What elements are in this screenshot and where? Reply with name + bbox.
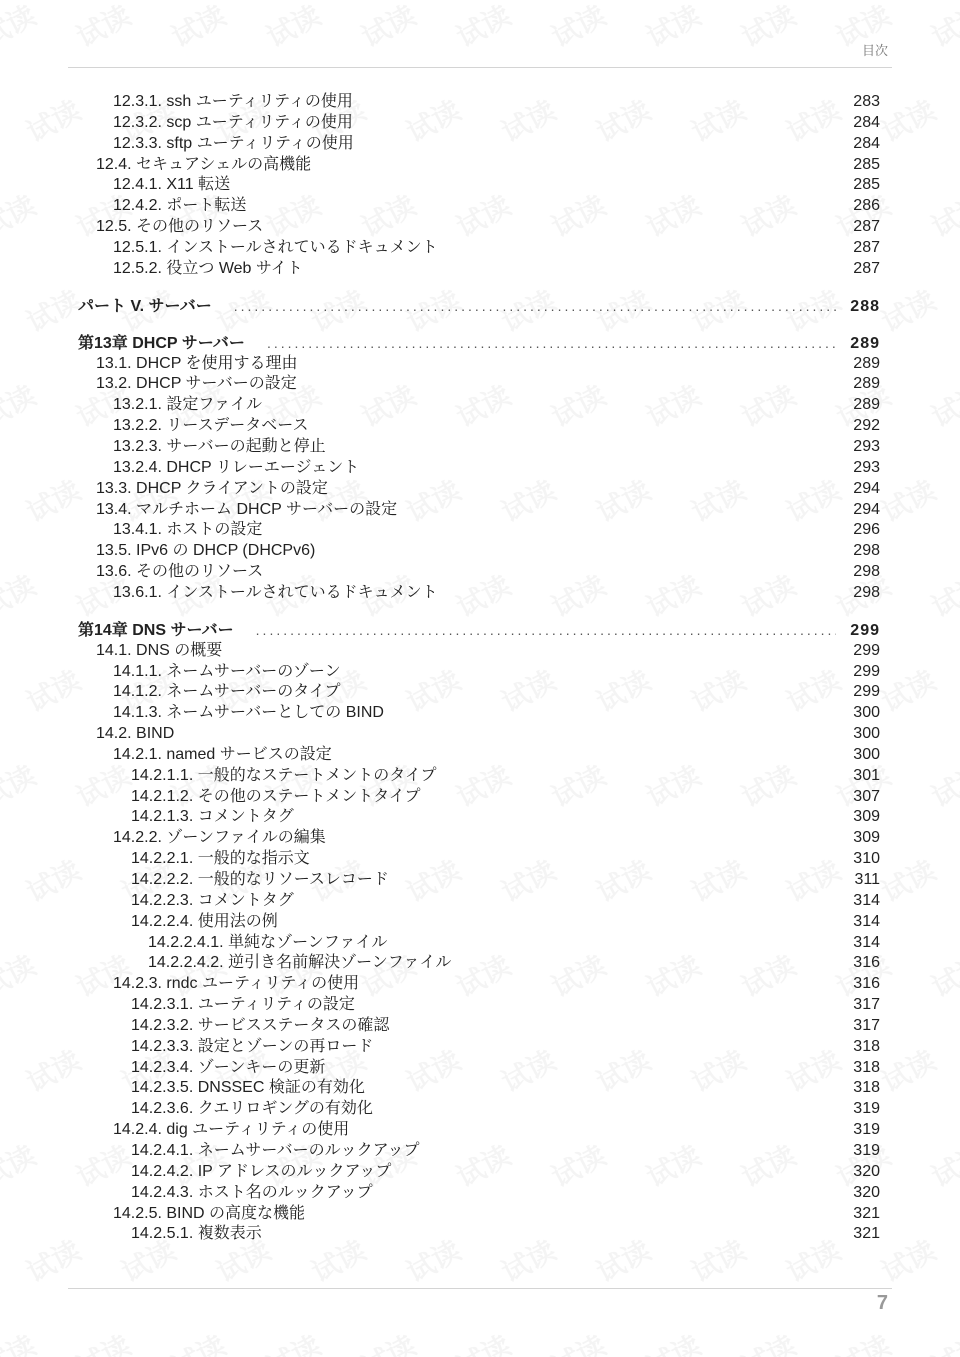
toc-entry-title: 第14章 DNS サーバー [78, 621, 234, 639]
toc-entry-title: 14.2.5. BIND の高度な機能 [113, 1204, 306, 1222]
toc-entry-page: 294 [853, 500, 880, 518]
toc-entry[interactable] [78, 92, 880, 113]
toc-entry-title: 14.2.1. named サービスの設定 [113, 745, 332, 763]
toc-chapter[interactable] [78, 620, 880, 641]
watermark-text [924, 374, 960, 436]
toc-entry-page: 284 [853, 113, 880, 131]
toc-entry[interactable] [78, 1141, 880, 1162]
toc-entry-title: パート V. サーバー [78, 297, 212, 315]
watermark-text [0, 564, 42, 626]
toc-entry-title: 14.2.2.4. 使用法の例 [131, 912, 278, 930]
toc-entry-title: 14.2.3.4. ゾーンキーの更新 [131, 1058, 326, 1076]
watermark-text [19, 89, 87, 151]
watermark-text [19, 279, 87, 341]
toc-entry-title: 13.6. その他のリソース [96, 563, 264, 581]
toc-entry[interactable] [78, 155, 880, 176]
toc-entry-page: 298 [853, 583, 880, 601]
toc-entry-title: 14.2.5.1. 複数表示 [131, 1225, 262, 1243]
watermark-text [259, 0, 327, 56]
toc-entry-page: 296 [853, 521, 880, 539]
toc-entry-page: 316 [853, 975, 880, 993]
watermark-text [544, 0, 612, 56]
toc-entry[interactable] [78, 807, 880, 828]
toc-entry-page: 319 [853, 1100, 880, 1118]
toc-entry[interactable] [78, 238, 880, 259]
toc-entry-page: 285 [853, 155, 880, 173]
dot-leader [267, 333, 836, 354]
toc-entry-page: 284 [853, 134, 880, 152]
watermark-text [544, 1324, 612, 1357]
watermark-text [0, 944, 42, 1006]
page-number: 7 [876, 1292, 888, 1314]
toc-entry[interactable] [78, 933, 880, 954]
watermark-text [924, 754, 960, 816]
toc-entry-title: 14.2.2.1. 一般的な指示文 [131, 850, 310, 868]
watermark-text [924, 184, 960, 246]
watermark-text [874, 89, 942, 151]
watermark-text [924, 564, 960, 626]
toc-entry[interactable] [78, 1058, 880, 1079]
watermark-text [874, 1229, 942, 1291]
toc-entry[interactable] [78, 1183, 880, 1204]
toc-entry[interactable] [78, 953, 880, 974]
toc-entry-title: 14.2.3.2. サービスステータスの確認 [131, 1016, 390, 1034]
toc-entry-title: 13.2.1. 設定ファイル [113, 396, 263, 414]
toc-entry[interactable] [78, 1078, 880, 1099]
toc-entry-page: 321 [853, 1225, 880, 1243]
toc-entry[interactable] [78, 113, 880, 134]
toc-entry-page: 286 [853, 197, 880, 215]
toc-entry-page: 318 [853, 1058, 880, 1076]
watermark-text [874, 469, 942, 531]
toc-entry[interactable] [78, 1037, 880, 1058]
toc-entry[interactable] [78, 682, 880, 703]
toc-entry[interactable] [78, 479, 880, 500]
watermark-text [874, 1039, 942, 1101]
toc-entry-title: 14.2.2.4.1. 単純なゾーンファイル [148, 933, 388, 951]
watermark-text [0, 1134, 42, 1196]
toc-entry-page: 321 [853, 1204, 880, 1222]
toc-entry-title: 14.2.3.3. 設定とゾーンの再ロード [131, 1037, 374, 1055]
toc-entry-page: 314 [853, 933, 880, 951]
toc-entry[interactable] [78, 1120, 880, 1141]
toc-entry-title: 14.2.4.1. ネームサーバーのルックアップ [131, 1141, 420, 1159]
watermark-text [829, 1324, 897, 1357]
toc-entry-title: 14.2.1.2. その他のステートメントタイプ [131, 787, 421, 805]
toc-entry[interactable] [78, 416, 880, 437]
toc-entry[interactable] [78, 520, 880, 541]
toc-entry-title: 13.2.4. DHCP リレーエージェント [113, 458, 360, 476]
dot-leader [234, 296, 837, 317]
toc-entry[interactable] [78, 662, 880, 683]
toc-entry-title: 14.2.2.2. 一般的なリソースレコード [131, 871, 389, 888]
toc-entry-title: 12.5. その他のリソース [96, 218, 264, 236]
watermark-text [19, 1039, 87, 1101]
toc-entry-page: 287 [853, 238, 880, 256]
toc-entry-title: 13.2. DHCP サーバーの設定 [96, 375, 297, 393]
toc-entry-page: 287 [853, 218, 880, 236]
toc-entry-page: 299 [853, 641, 880, 659]
watermark-text [0, 374, 42, 436]
toc-entry-page: 299 [853, 662, 880, 680]
watermark-text [924, 1324, 960, 1357]
watermark-text [639, 0, 707, 56]
watermark-text [164, 0, 232, 56]
toc-entry[interactable] [78, 500, 880, 521]
watermark-text [354, 0, 422, 56]
toc-entry-title: 14.2.3.1. ユーティリティの設定 [131, 996, 355, 1014]
toc-entry[interactable] [78, 641, 880, 662]
watermark-text [449, 0, 517, 56]
toc-entry-title: 14.1.2. ネームサーバーのタイプ [113, 683, 341, 701]
toc-entry-page: 309 [853, 829, 880, 847]
toc-entry-title: 14.2.4.2. IP アドレスのルックアップ [131, 1162, 392, 1180]
toc-entry-page: 320 [853, 1162, 880, 1180]
toc-entry-title: 12.3.3. sftp ユーティリティの使用 [113, 134, 354, 152]
toc-entry-page: 289 [853, 375, 880, 393]
toc-entry[interactable] [78, 891, 880, 912]
toc-entry-page: 316 [853, 954, 880, 972]
toc-entry[interactable] [78, 828, 880, 849]
toc-entry-page: 299 [853, 683, 880, 701]
toc-entry[interactable] [78, 870, 880, 891]
toc-entry[interactable] [78, 259, 880, 280]
toc-entry-title: 13.6.1. インストールされているドキュメント [113, 583, 438, 601]
watermark-text [0, 754, 42, 816]
toc-entry-page: 320 [853, 1183, 880, 1201]
toc-entry-title: 14.2.3.6. クエリロギングの有効化 [131, 1100, 373, 1118]
toc-entry-title: 12.3.2. scp ユーティリティの使用 [113, 113, 353, 131]
toc-entry-title: 12.4.2. ポート転送 [113, 197, 247, 215]
toc-entry[interactable] [78, 1204, 880, 1225]
watermark-text [449, 1324, 517, 1357]
watermark-text [19, 469, 87, 531]
toc-entry[interactable] [78, 374, 880, 395]
watermark-text [259, 1324, 327, 1357]
toc-entry-page: 288 [850, 297, 880, 315]
footer-divider [68, 1288, 892, 1289]
toc-entry[interactable] [78, 766, 880, 787]
toc-entry-page: 294 [853, 479, 880, 497]
toc-entry-page: 319 [853, 1121, 880, 1139]
toc-entry-page: 310 [853, 850, 880, 868]
dot-leader [256, 620, 837, 641]
toc-entry[interactable] [78, 1099, 880, 1120]
toc-entry-title: 14.1.3. ネームサーバーとしての BIND [113, 704, 384, 722]
toc-entry-title: 14.1. DNS の概要 [96, 641, 223, 659]
toc-entry-title: 13.2.2. リースデータベース [113, 417, 309, 435]
toc-entry-page: 317 [853, 996, 880, 1014]
toc-entry-page: 289 [853, 354, 880, 372]
toc-entry-page: 300 [853, 725, 880, 743]
toc-entry-page: 317 [853, 1016, 880, 1034]
toc-entry[interactable] [78, 541, 880, 562]
toc-entry-title: 14.2.3. rndc ユーティリティの使用 [113, 975, 360, 993]
toc-entry[interactable] [78, 703, 880, 724]
toc-entry[interactable] [78, 1224, 880, 1245]
header-label: 目次 [861, 43, 888, 58]
toc-entry[interactable] [78, 175, 880, 196]
toc-entry-page: 318 [853, 1079, 880, 1097]
toc-entry-title: 13.3. DHCP クライアントの設定 [96, 479, 328, 497]
toc-entry-title: 14.2. BIND [96, 725, 175, 743]
toc-entry-title: 14.2.4.3. ホスト名のルックアップ [131, 1183, 373, 1201]
toc-entry-page: 289 [850, 334, 880, 352]
toc-entry-title: 14.2.3.5. DNSSEC 検証の有効化 [131, 1079, 365, 1097]
watermark-text [19, 659, 87, 721]
toc-entry-page: 307 [853, 787, 880, 805]
toc-entry-title: 13.4. マルチホーム DHCP サーバーの設定 [96, 500, 398, 518]
toc-entry-page: 311 [854, 871, 880, 888]
watermark-text [0, 1324, 42, 1357]
watermark-text [19, 849, 87, 911]
watermark-text [0, 184, 42, 246]
toc-entry[interactable] [78, 458, 880, 479]
toc-entry-title: 12.4. セキュアシェルの高機能 [96, 155, 312, 173]
toc-entry-title: 第13章 DHCP サーバー [78, 334, 245, 352]
watermark-text [19, 1229, 87, 1291]
toc-entry[interactable] [78, 787, 880, 808]
toc-entry-title: 12.5.2. 役立つ Web サイト [113, 259, 303, 277]
toc-entry-title: 14.2.1.3. コメントタグ [131, 808, 294, 826]
toc-entry-page: 298 [853, 542, 880, 560]
toc-entry-title: 12.5.1. インストールされているドキュメント [113, 238, 438, 256]
toc-chapter[interactable] [78, 333, 880, 354]
toc-entry-title: 14.2.2.3. コメントタグ [131, 891, 294, 909]
toc-entry-page: 309 [853, 808, 880, 826]
toc-entry[interactable] [78, 196, 880, 217]
watermark-text [874, 849, 942, 911]
toc-entry-title: 14.1.1. ネームサーバーのゾーン [113, 662, 341, 680]
toc-entry[interactable] [78, 995, 880, 1016]
toc-entry-page: 293 [853, 437, 880, 455]
toc-entry-title: 12.4.1. X11 転送 [113, 176, 231, 194]
toc-entry[interactable] [78, 395, 880, 416]
toc-entry-page: 300 [853, 704, 880, 722]
toc-entry-page: 318 [853, 1037, 880, 1055]
toc-entry-page: 300 [853, 745, 880, 763]
watermark-text [734, 0, 802, 56]
toc-entry-title: 14.2.2. ゾーンファイルの編集 [113, 829, 326, 847]
toc-entry[interactable] [78, 583, 880, 604]
toc-entry-title: 12.3.1. ssh ユーティリティの使用 [113, 93, 353, 110]
watermark-text [0, 0, 42, 56]
toc-entry[interactable] [78, 437, 880, 458]
toc-entry-page: 298 [853, 563, 880, 581]
toc-entry-page: 285 [853, 176, 880, 194]
toc-entry-title: 13.1. DHCP を使用する理由 [96, 354, 298, 372]
toc-entry-page: 319 [853, 1141, 880, 1159]
toc-entry[interactable] [78, 217, 880, 238]
toc-entry-page: 289 [853, 396, 880, 414]
toc-entry-title: 14.2.1.1. 一般的なステートメントのタイプ [131, 766, 437, 784]
toc-entry[interactable] [78, 974, 880, 995]
watermark-text [734, 1324, 802, 1357]
watermark-text [639, 1324, 707, 1357]
toc-entry[interactable] [78, 1162, 880, 1183]
toc-entry[interactable] [78, 912, 880, 933]
watermark-text [69, 0, 137, 56]
toc-entry-page: 292 [853, 417, 880, 435]
toc-entry[interactable] [78, 1016, 880, 1037]
toc-entry-title: 13.2.3. サーバーの起動と停止 [113, 437, 326, 455]
header-divider [68, 67, 892, 68]
toc-entry-page: 287 [853, 259, 880, 277]
watermark-text [924, 0, 960, 56]
toc-entry-title: 13.5. IPv6 の DHCP (DHCPv6) [96, 542, 316, 560]
toc-entry[interactable] [78, 562, 880, 583]
toc-entry[interactable] [78, 849, 880, 870]
watermark-text [164, 1324, 232, 1357]
toc-entry[interactable] [78, 724, 880, 745]
toc-entry-page: 299 [850, 621, 880, 639]
watermark-text [874, 659, 942, 721]
toc-entry-page: 293 [853, 458, 880, 476]
watermark-text [354, 1324, 422, 1357]
watermark-text [69, 1324, 137, 1357]
toc-entry[interactable] [78, 745, 880, 766]
toc-entry-page: 314 [853, 891, 880, 909]
toc-entry[interactable] [78, 354, 880, 375]
toc-entry-page: 301 [853, 766, 880, 784]
table-of-contents [78, 92, 880, 1245]
toc-entry-title: 14.2.2.4.2. 逆引き名前解決ゾーンファイル [148, 954, 452, 972]
toc-entry-title: 13.4.1. ホストの設定 [113, 521, 263, 539]
toc-entry-title: 14.2.4. dig ユーティリティの使用 [113, 1121, 350, 1139]
toc-entry[interactable] [78, 134, 880, 155]
watermark-text [924, 1134, 960, 1196]
toc-entry-page: 314 [853, 912, 880, 930]
toc-part[interactable] [78, 296, 880, 317]
watermark-text [924, 944, 960, 1006]
toc-entry-page: 283 [853, 93, 880, 110]
watermark-text [874, 279, 942, 341]
